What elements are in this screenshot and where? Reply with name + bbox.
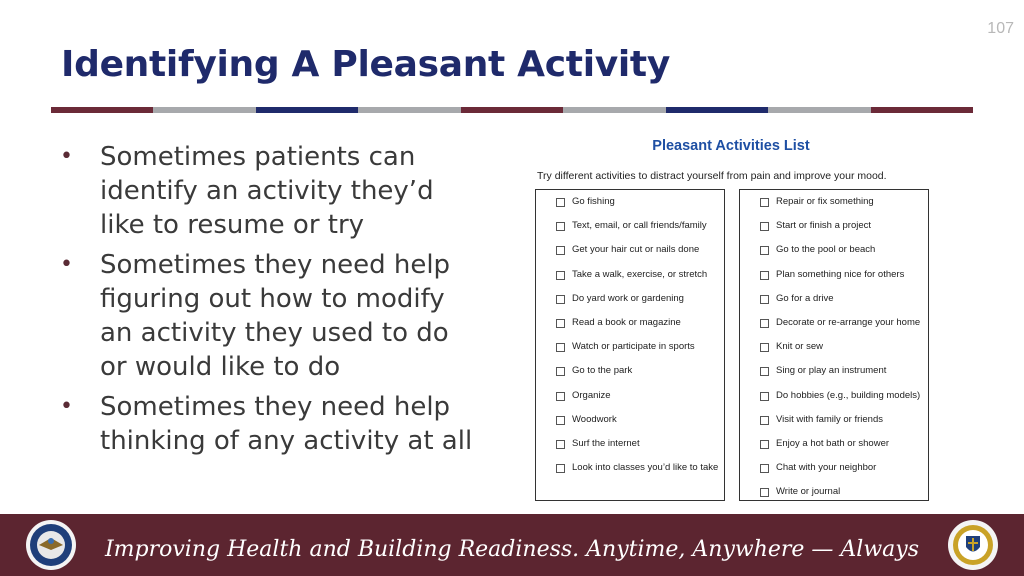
activity-label: Enjoy a hot bath or shower — [776, 438, 890, 449]
activity-label: Chat with your neighbor — [776, 462, 877, 474]
checkbox-icon — [556, 367, 565, 376]
bullet-item — [60, 390, 480, 458]
activity-label: Plan something nice for others — [776, 268, 905, 280]
checkbox-icon — [760, 464, 769, 473]
divider-segment — [51, 107, 153, 113]
bullet-dot-icon: • — [60, 394, 73, 419]
activity-item — [536, 293, 724, 317]
activity-item — [740, 293, 928, 317]
activity-item — [740, 365, 928, 389]
pleasant-activities-image — [531, 130, 931, 498]
activity-label: Do hobbies (e.g., building models) — [776, 389, 921, 401]
activity-label: Visit with family or friends — [776, 413, 883, 425]
activity-item — [740, 462, 928, 486]
checkbox-icon — [760, 198, 769, 207]
activity-label: Sing or play an instrument — [776, 365, 887, 377]
activity-item — [536, 341, 724, 365]
divider-segment — [256, 107, 358, 113]
activity-item — [536, 365, 724, 389]
activity-label: Write or journal — [776, 486, 841, 498]
activity-item — [536, 438, 724, 462]
activity-label: Go to the pool or beach — [776, 244, 876, 256]
activity-item — [536, 317, 724, 341]
divider-segment — [461, 107, 563, 113]
activity-item — [740, 317, 928, 341]
activity-label: Start or finish a project — [776, 220, 872, 232]
activity-label: Go fishing — [572, 196, 615, 207]
bullet-dot-icon: • — [60, 252, 73, 277]
checkbox-icon — [556, 464, 565, 473]
checkbox-icon — [556, 416, 565, 425]
bullet-item — [60, 140, 480, 242]
activity-label: Woodwork — [572, 413, 617, 425]
activity-item — [740, 196, 928, 220]
activity-label: Surf the internet — [572, 438, 640, 449]
title-divider — [51, 107, 973, 113]
checkbox-icon — [760, 392, 769, 401]
checkbox-icon — [760, 440, 769, 449]
activity-label: Look into classes you’d like to take — [572, 462, 719, 474]
bullet-list — [60, 140, 480, 464]
activity-label: Repair or fix something — [776, 196, 874, 207]
activity-label: Text, email, or call friends/family — [572, 220, 707, 232]
activity-item — [536, 414, 724, 438]
activity-item — [740, 390, 928, 414]
checkbox-icon — [760, 222, 769, 231]
checkbox-icon — [556, 295, 565, 304]
activity-item — [536, 390, 724, 414]
bullet-text: Sometimes they need help figuring out how to modify an activity they used to do or would like to do — [100, 250, 451, 382]
checkbox-icon — [760, 343, 769, 352]
activity-item — [536, 220, 724, 244]
activity-label: Get your hair cut or nails done — [572, 244, 700, 256]
activity-item — [740, 414, 928, 438]
activity-label: Knit or sew — [776, 341, 823, 353]
checkbox-icon — [556, 246, 565, 255]
checkbox-icon — [760, 246, 769, 255]
divider-segment — [871, 107, 973, 113]
bullet-text: Sometimes they need help thinking of any activity at all — [100, 392, 473, 456]
activity-label: Take a walk, exercise, or stretch — [572, 268, 708, 280]
slide-title: Identifying A Pleasant Activity — [61, 44, 671, 85]
divider-segment — [358, 107, 460, 113]
activities-list-subtitle: Try different activities to distract yourself from pain and improve your mood. — [537, 170, 887, 182]
checkbox-icon — [556, 222, 565, 231]
activity-item — [740, 220, 928, 244]
activity-item — [536, 244, 724, 268]
activity-label: Watch or participate in sports — [572, 341, 695, 353]
page-number: 107 — [987, 20, 1014, 37]
activity-label: Go for a drive — [776, 292, 834, 304]
activities-list-title: Pleasant Activities List — [652, 138, 810, 154]
activities-right-column — [739, 189, 929, 501]
activity-label: Organize — [572, 389, 611, 401]
checkbox-icon — [760, 416, 769, 425]
checkbox-icon — [556, 198, 565, 207]
footer-bar — [0, 514, 1024, 576]
checkbox-icon — [760, 271, 769, 280]
activity-item — [740, 244, 928, 268]
checkbox-icon — [556, 271, 565, 280]
activities-left-column — [535, 189, 725, 501]
activity-label: Go to the park — [572, 365, 633, 377]
divider-segment — [563, 107, 665, 113]
activity-item — [740, 269, 928, 293]
checkbox-icon — [760, 295, 769, 304]
activity-item — [536, 462, 724, 486]
checkbox-icon — [556, 343, 565, 352]
divider-segment — [153, 107, 255, 113]
bullet-dot-icon: • — [60, 144, 73, 169]
defense-health-agency-seal-icon — [947, 519, 999, 571]
footer-tagline: Improving Health and Building Readiness. Anytime, Anywhere — Always — [104, 537, 920, 562]
divider-segment — [666, 107, 768, 113]
checkbox-icon — [760, 319, 769, 328]
bullet-item — [60, 248, 480, 384]
bullet-text: Sometimes patients can identify an activity they’d like to resume or try — [100, 142, 434, 240]
checkbox-icon — [556, 319, 565, 328]
activity-label: Read a book or magazine — [572, 317, 681, 328]
activity-item — [740, 341, 928, 365]
activity-item — [740, 486, 928, 510]
divider-segment — [768, 107, 870, 113]
activity-label: Do yard work or gardening — [572, 292, 684, 304]
activity-label: Decorate or re-arrange your home — [776, 317, 921, 328]
activity-item — [536, 269, 724, 293]
checkbox-icon — [760, 488, 769, 497]
checkbox-icon — [556, 440, 565, 449]
activity-item — [740, 438, 928, 462]
checkbox-icon — [760, 367, 769, 376]
checkbox-icon — [556, 392, 565, 401]
activity-item — [536, 196, 724, 220]
